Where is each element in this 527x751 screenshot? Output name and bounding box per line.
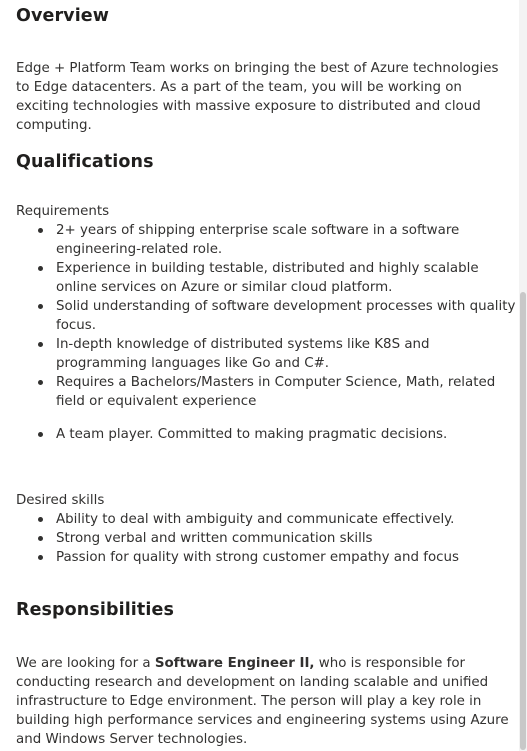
list-item: Passion for quality with strong customer empathy and focus [56,548,516,567]
overview-heading: Overview [16,6,110,26]
list-item: A team player. Committed to making pragmatic decisions. [56,425,516,444]
overview-text: Edge + Platform Team works on bringing the best of Azure technologies to Edge datacenters. As a part of the team, you will be working on exciting technologies with massive exposure to distributed and cloud computing. [16,61,499,133]
list-item: Ability to deal with ambiguity and communicate effectively. [56,510,516,529]
desired-skills-list [16,510,516,567]
responsibilities-heading: Responsibilities [16,600,174,620]
list-item: Experience in building testable, distributed and highly scalable online services on Azure or similar cloud platform. [56,259,516,297]
requirements-label: Requirements [16,204,110,219]
requirements-list [16,221,516,444]
scrollbar-thumb[interactable] [520,292,526,750]
list-item: 2+ years of shipping enterprise scale software in a software engineering-related role. [56,221,516,259]
list-item: Solid understanding of software development processes with quality focus. [56,299,516,333]
qualifications-heading: Qualifications [16,152,154,172]
responsibilities-text-before: We are looking for a [16,656,155,671]
job-description [16,6,516,749]
list-item: Requires a Bachelors/Masters in Computer Science, Math, related field or equivalent experience [56,373,516,411]
responsibilities-text-after: who is responsible for conducting research and development on landing scalable and unified infrastructure to Edge environment. The person will play a key role in building high performance services and engineering systems using Azure and Windows Server technologies. [16,656,509,747]
role-title: Software Engineer II, [154,656,315,671]
list-item: Strong verbal and written communication skills [56,529,516,548]
desired-skills-label: Desired skills [16,493,105,508]
list-item: In-depth knowledge of distributed systems like K8S and programming languages like Go and C#. [56,335,516,373]
responsibilities-text [16,654,516,749]
scrollbar[interactable] [519,0,527,751]
